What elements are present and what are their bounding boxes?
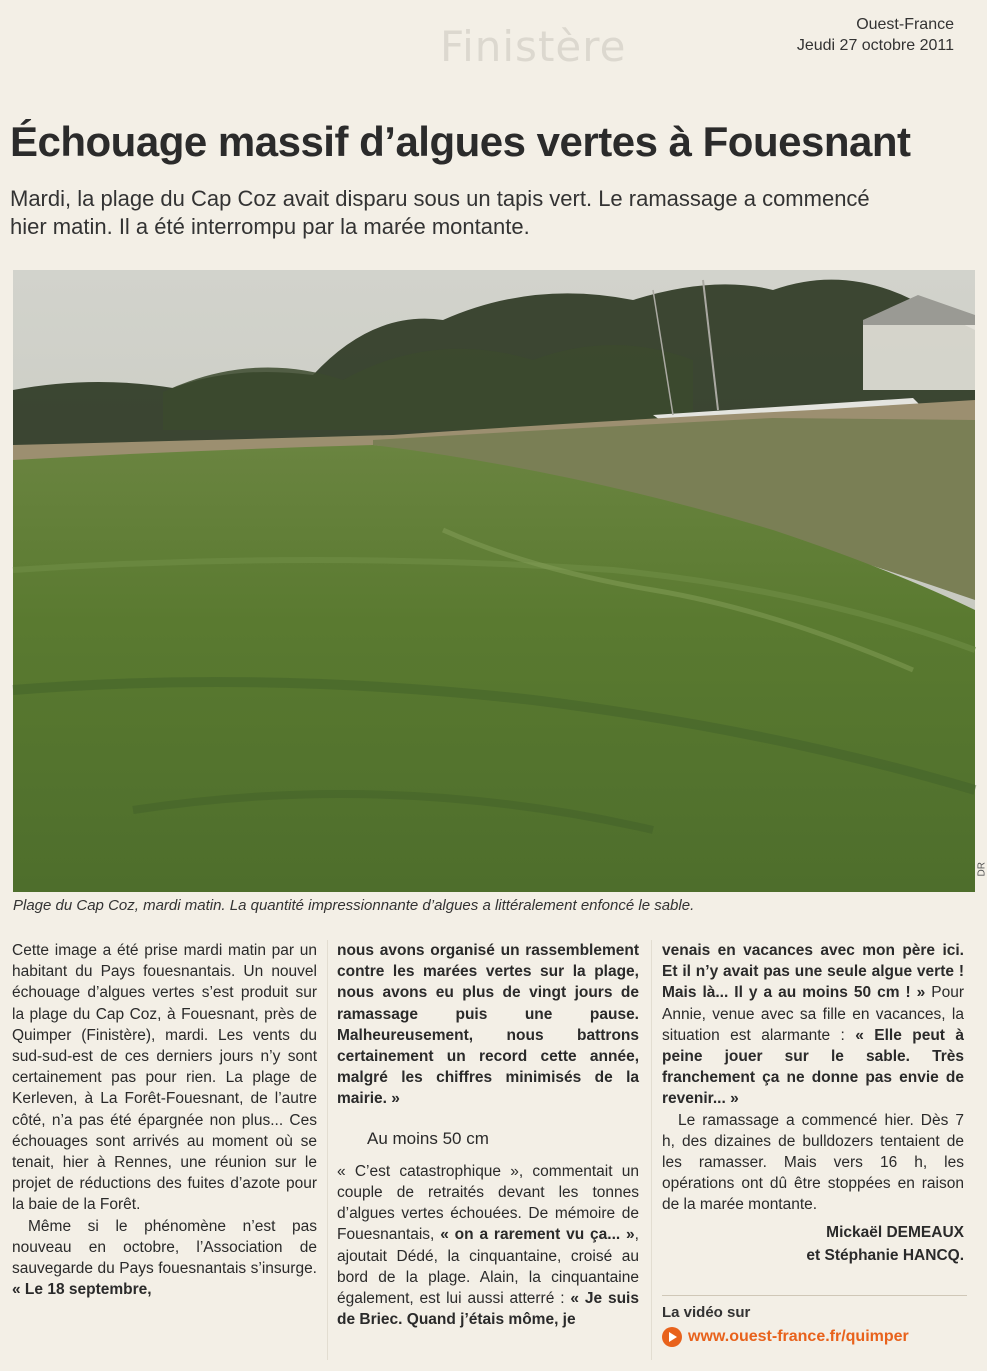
section-name-ghost: Finistère: [440, 22, 627, 71]
beach-algae-illustration: [13, 270, 975, 892]
paragraph: [662, 940, 964, 1110]
paragraph: Cette image a été prise mardi matin par un habitant du Pays fouesnantais. Un nouvel échouage d’algues vertes s’est produit sur la plage du Cap Coz, à Fouesnant, près de Quimper (Finistère), mardi. Les vents du sud-sud-est de ces derniers jours n’y sont certainement pas pour rien. La plage de Kerleven, à La Forêt-Fouesnant, de l’autre côté, n’a pas été épargnée non plus... Ces échouages sont arrivés au moment où se tenait, hier à Rennes, une réunion sur le projet de réductions des fuites d’azote pour la baie de la Forêt.: [12, 942, 317, 1214]
quote-text: « on a rarement vu ça... »: [440, 1226, 635, 1244]
article-column-1: [12, 940, 317, 1300]
article-standfirst: Mardi, la plage du Cap Coz avait disparu sous un tapis vert. Le ramassage a commencé hier matin. Il a été interrompu par la marée montante.: [10, 186, 870, 239]
play-icon[interactable]: [662, 1327, 682, 1347]
article-photo: [13, 270, 975, 892]
quote-text: venais en vacances avec mon père ici. Et il n’y avait pas une seule algue verte ! Mais là... Il y a au moins 50 cm ! »: [662, 942, 964, 1002]
video-promo[interactable]: [662, 1295, 967, 1347]
quote-text: « Je suis de Briec. Quand j’étais môme, je: [337, 1290, 639, 1329]
paragraph-text: « C’est catastrophique », commentait un couple de retraités devant les tonnes d’algues vertes échouées. De mémoire de Fouesnantais,: [337, 1162, 639, 1244]
article-subhead: Au moins 50 cm: [367, 1128, 489, 1148]
paragraph-text: , ajoutait Dédé, la cinquantaine, croisé au bord de la plage. Alain, la cinquantaine également, est lui aussi atterré :: [337, 1226, 639, 1308]
author-line-2: et Stéphanie HANCQ.: [806, 1246, 964, 1264]
publication-name: Ouest-France: [856, 16, 954, 33]
video-label: La vidéo sur: [662, 1304, 751, 1321]
article-column-3: [662, 940, 964, 1266]
author-line-1: Mickaël DEMEAUX: [826, 1223, 964, 1241]
quote-paragraph: nous avons organisé un rassemblement contre les marées vertes sur la plage, nous avons eu plus de vingt jours de ramassage puis une pause. Malheureusement, nous battrons certainement un record cette année, malgré les chiffres minimisés de la mairie. »: [337, 942, 639, 1108]
paragraph-text: Pour Annie, venue avec sa fille en vacances, la situation est alarmante :: [662, 984, 964, 1044]
paragraph: Le ramassage a commencé hier. Dès 7 h, des dizaines de bulldozers tentaient de les ramasser. Mais vers 16 h, les opérations ont dû être stoppées en raison de la marée montante.: [662, 1111, 964, 1214]
video-link[interactable]: [662, 1327, 967, 1347]
quote-text: « Elle peut à peine jouer sur le sable. Très franchement ça ne donne pas envie de revenir... »: [662, 1026, 964, 1108]
photo-caption: Plage du Cap Coz, mardi matin. La quantité impressionnante d’algues a littéralement enfoncé le sable.: [13, 897, 695, 914]
paragraph-text: Même si le phénomène n’est pas nouveau en octobre, l’Association de sauvegarde du Pays fouesnantais s’insurge.: [12, 1217, 317, 1278]
photo-credit: DR: [976, 862, 987, 877]
masthead: [797, 14, 954, 56]
article-headline: Échouage massif d’algues vertes à Fouesnant: [10, 118, 911, 165]
publication-date: Jeudi 27 octobre 2011: [796, 37, 954, 54]
article-column-2: [337, 940, 639, 1330]
column-divider: [327, 940, 328, 1360]
video-url-link[interactable]: www.ouest-france.fr/quimper: [688, 1328, 909, 1345]
paragraph: [12, 1216, 317, 1301]
column-divider: [651, 940, 652, 1360]
quote-text: « Le 18 septembre,: [12, 1281, 152, 1299]
paragraph: [337, 1161, 639, 1331]
